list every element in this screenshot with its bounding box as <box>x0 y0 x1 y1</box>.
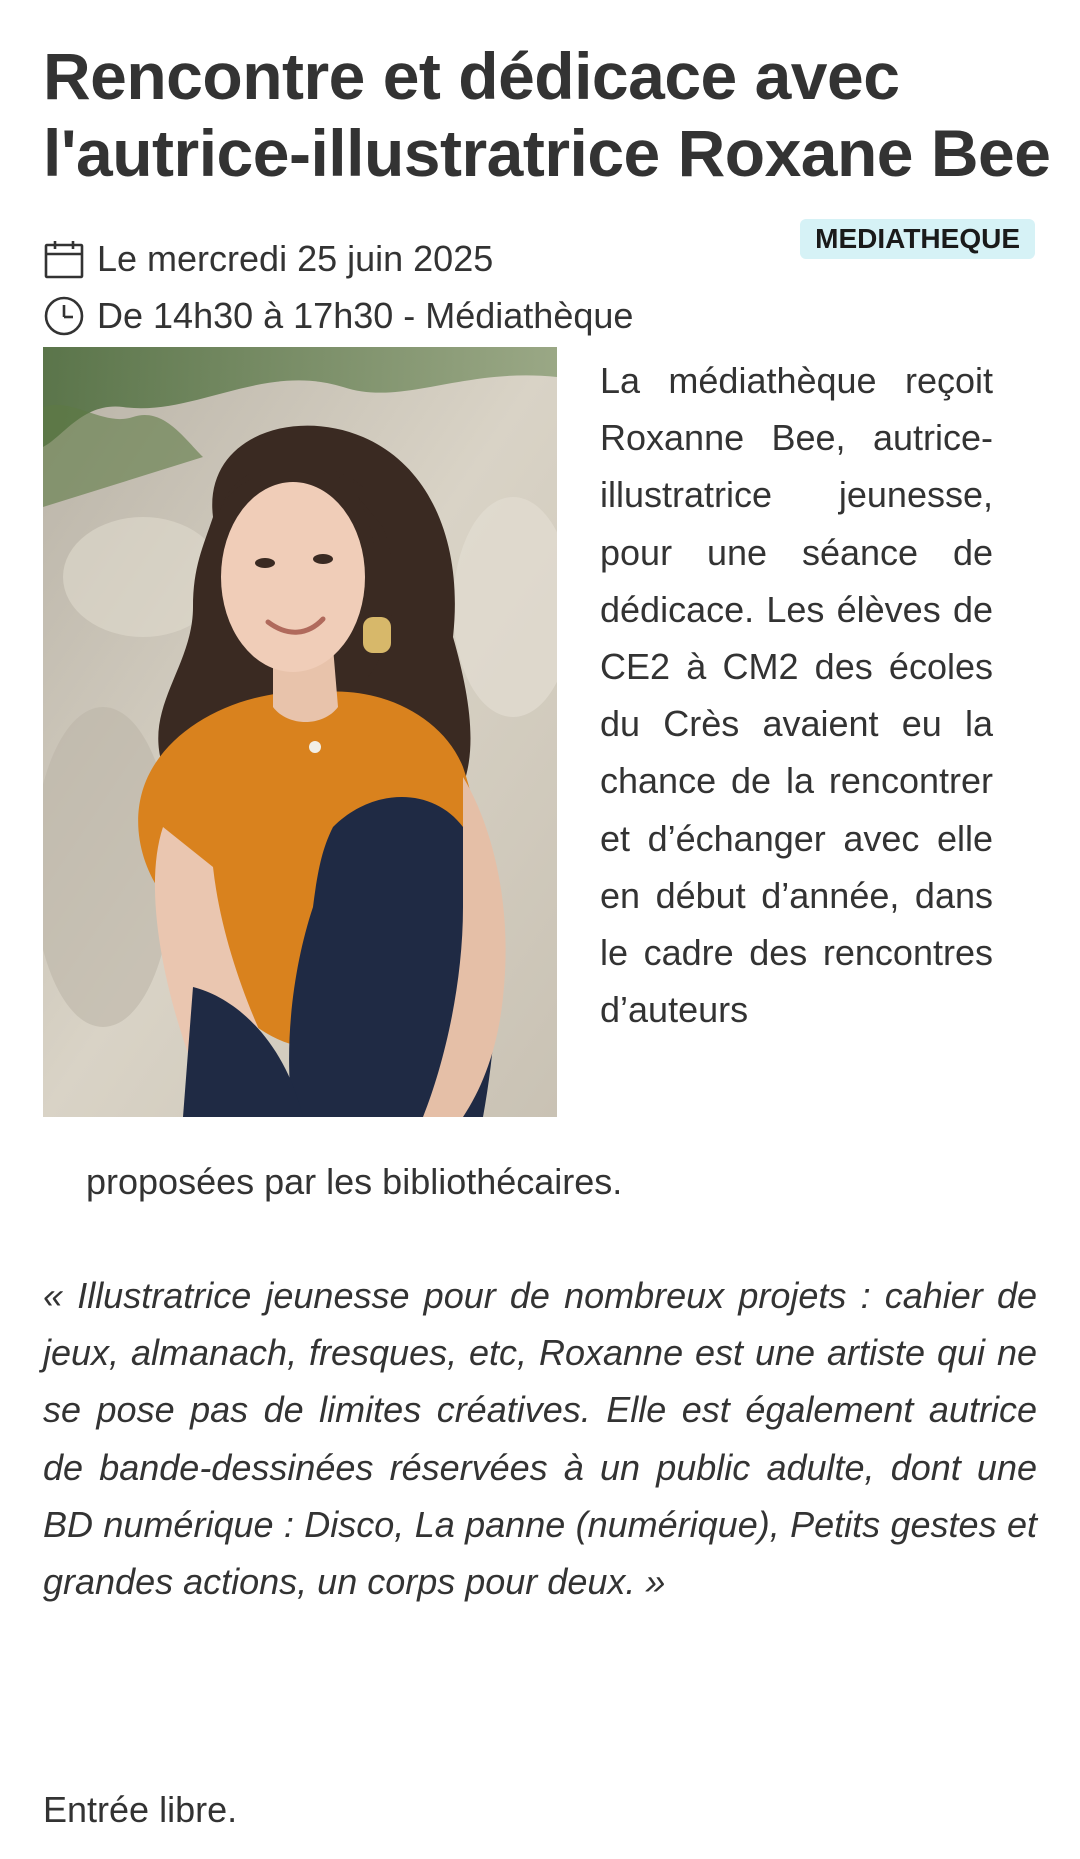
entry-info: Entrée libre. <box>43 1789 238 1830</box>
category-badge[interactable]: MEDIATHEQUE <box>800 219 1035 259</box>
page-title: Rencontre et dédicace avec l'autrice-illustratrice Roxane Bee <box>43 39 1051 190</box>
author-photo <box>43 347 557 1117</box>
event-description-intro-tail: proposées par les bibliothécaires. <box>86 1161 623 1202</box>
event-time-place <box>43 294 633 338</box>
event-time-place-text: De 14h30 à 17h30 - Médiathèque <box>97 295 634 336</box>
clock-icon <box>43 295 85 337</box>
event-quote: « Illustratrice jeunesse pour de nombreux projets : cahier de jeux, almanach, fresques, etc, Roxanne est une artiste qui ne se pose pas de limites créatives. Elle est également autrice de bande-dessinées réservées à un public adulte, dont une BD numérique : Disco, La panne (numérique), Petits gestes et grandes actions, un corps pour deux. » <box>43 1275 1037 1603</box>
event-date <box>43 237 493 281</box>
event-date-text: Le mercredi 25 juin 2025 <box>97 238 494 279</box>
event-description-intro: La médiathèque reçoit Roxanne Bee, autrice-illustratrice jeunesse, pour une séance de dédicace. Les élèves de CE2 à CM2 des écoles du Crès avaient eu la chance de la rencontrer et d’échanger avec elle en début d’année, dans le cadre des rencontres d’auteurs <box>600 360 993 1031</box>
calendar-icon <box>43 238 85 280</box>
